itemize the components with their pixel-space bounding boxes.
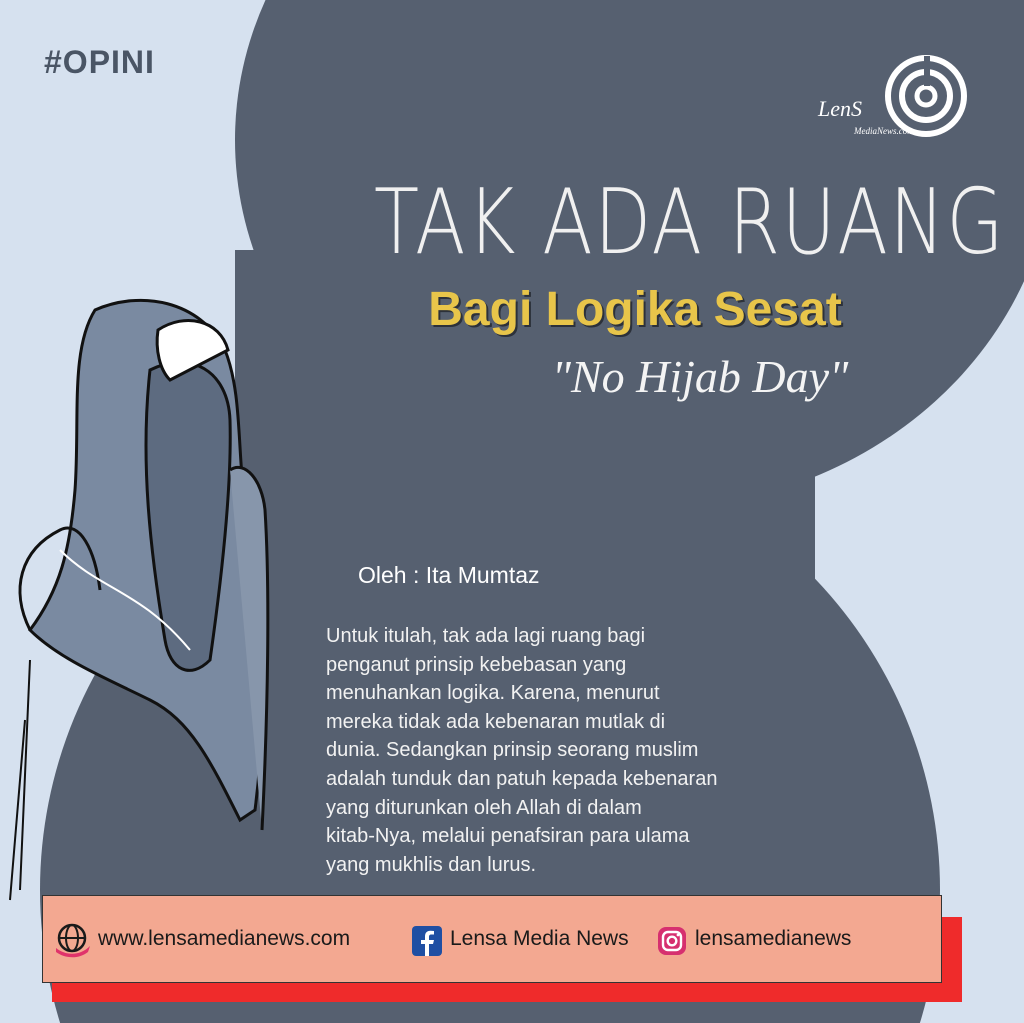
excerpt-line: dunia. Sedangkan prinsip seorang muslim [326,739,699,762]
facebook-icon [412,926,442,956]
author-byline: Oleh : Ita Mumtaz [358,562,540,588]
facebook-link[interactable]: Lensa Media News [450,927,629,950]
headline-quote: "No Hijab Day" [551,351,849,402]
hijab-figure-illustration [0,290,290,910]
excerpt-line: yang mukhlis dan lurus. [326,853,537,876]
instagram-link[interactable]: lensamedianews [695,927,852,950]
headline-main: TAK ADA RUANG [374,170,1006,275]
excerpt-line: menuhankan logika. Karena, menurut [326,682,660,705]
excerpt-line: yang diturunkan oleh Allah di dalam [326,796,642,819]
excerpt-line: Untuk itulah, tak ada lagi ruang bagi [326,625,646,647]
excerpt-line: adalah tunduk dan patuh kepada kebenaran [326,767,718,790]
headline-sub: Bagi Logika Sesat [428,283,842,336]
logo-subtitle: MediaNews.com [854,126,914,136]
category-tag: #OPINI [44,44,155,80]
globe-icon [52,922,92,958]
brand-logo [818,54,978,144]
article-excerpt [326,622,846,879]
excerpt-line: kitab-Nya, melalui penafsiran para ulama [326,825,690,848]
logo-brand: LenS [818,96,862,121]
instagram-icon [657,926,687,956]
excerpt-line: mereka tidak ada kebenaran mutlak di [326,710,666,733]
website-link[interactable]: www.lensamedianews.com [98,927,351,950]
excerpt-line: penganut prinsip kebebasan yang [326,653,627,676]
